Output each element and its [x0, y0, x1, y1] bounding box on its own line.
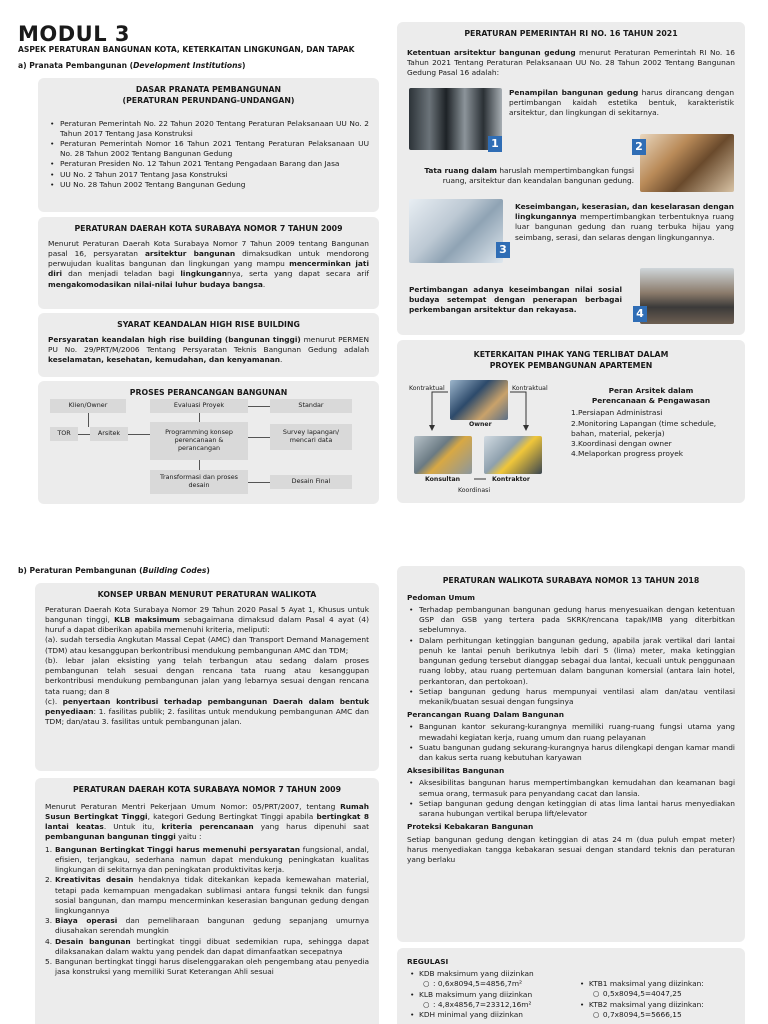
list-item: 4. Desain bangunan bertingkat tinggi dibuat sedemikian rupa, sehingga dapat dilaksanakan dalam waktu yang pendek dan dapat dimanfaatkan secepatnya: [45, 936, 369, 956]
street-building-image: [640, 268, 734, 324]
badge-2: 2: [632, 139, 646, 155]
arrow-owner-kontraktor: [510, 392, 526, 428]
list-item: • Setiap bangunan gedung harus mempunyai ventilasi alam dan/atau ventilasi mekanik/buatan sesuai dengan fungsinya: [407, 687, 735, 707]
pp16-point-2: Tata ruang dalam haruslah mempertimbangkan fungsi ruang, arsitektur dan keandalan bangunan gedung.: [424, 166, 634, 186]
pihak-arrows: [400, 380, 560, 490]
arrowhead: [523, 425, 529, 431]
proses-title: PROSES PERANCANGAN BANGUNAN: [129, 388, 288, 397]
badge-3: 3: [496, 242, 510, 258]
regulasi-item: • KDH minimal yang diizinkan: [410, 1010, 523, 1020]
page-subtitle: ASPEK PERATURAN BANGUNAN KOTA, KETERKAITAN LINGKUNGAN, DAN TAPAK: [18, 45, 355, 54]
perwali-list-pedoman: [407, 605, 735, 707]
list-item: • Setiap bangunan gedung dengan ketinggian di atas lima lantai harus menyediakan sarana hubungan vertikal berupa lift/elevator: [407, 799, 735, 819]
node-tor: TOR: [50, 427, 78, 441]
list-item: • Peraturan Pemerintah Nomor 16 Tahun 2021 Tentang Peraturan Pelaksanaan UU No. 28 Tahun 2002 Tentang Bangunan Gedung: [48, 139, 369, 159]
konsep-urban-box: [35, 583, 379, 771]
peran-role: 4.Melaporkan progress proyek: [571, 449, 684, 459]
regulasi-item: • KTB1 maksimal yang diizinkan:: [579, 979, 704, 989]
pihak-title-2: PROYEK PEMBANGUNAN APARTEMEN: [489, 360, 653, 370]
connector: [199, 460, 200, 470]
label-konsultan: Konsultan: [425, 476, 461, 483]
label-koordinasi: Koordinasi: [458, 487, 491, 494]
list-item: 2. Kreativitas desain hendaknya tidak ditekankan kepada kemewahan material, tetapi pada kemampuan mengadakan sublimasi antara fungsi teknik dan fungsi sosial bangunan, dan mampu mencerminkan keserasian bangunan gedung dengan lingkungannya: [45, 875, 369, 915]
section-b-heading: b) Peraturan Pembangunan (Building Codes): [18, 566, 210, 575]
connector: [248, 482, 270, 483]
dasar-title: DASAR PRANATA PEMBANGUNAN: [135, 85, 282, 94]
regulasi-value: ○ : 0,6x8094,5=4856,7m²: [423, 979, 523, 989]
badge-4: 4: [633, 306, 647, 322]
regulasi-left: [407, 969, 577, 1020]
regulasi-value: ○ 0,7x8094,5=5666,15: [592, 1009, 682, 1019]
perda-paragraph: Menurut Peraturan Daerah Kota Surabaya Nomor 7 Tahun 2009 tentang Bangunan pasal 16, persyaratan arsitektur bangunan dimaksudkan untuk mendorong perwujudan kualitas bangunan dan lingkungan yang mampu mencerminkan jati diri dan menjadi teladan bagi lingkungannya, serta yang dapat secara arif mengakomodasikan nilai-nilai luhur budaya bangsa.: [48, 238, 369, 289]
node-programming: Programming konsep perencanaan & perancangan: [150, 422, 248, 460]
peran-title-2: Perencanaan & Pengawasan: [591, 396, 711, 406]
pp16-point-4: Pertimbangan adanya keseimbangan nilai sosial budaya setempat dengan penerapan berbagai perkembangan arsitektur dan rekayasa.: [409, 285, 622, 315]
regulasi-value: ○ : 4,8x4856,7=23312,16m²: [423, 999, 532, 1009]
list-item: 3. Biaya operasi dan pemeliharaan bangunan gedung sepanjang umurnya diusahakan serendah mungkin: [45, 916, 370, 936]
peran-arsitek: [565, 386, 737, 460]
perda-title: PERATURAN DAERAH KOTA SURABAYA NOMOR 7 TAHUN 2009: [74, 224, 343, 233]
perwali-heading-aksesibilitas: Aksesibilitas Bangunan: [407, 766, 505, 776]
regulasi-item: • KTB2 maksimal yang diizinkan:: [579, 999, 704, 1009]
list-item: • Suatu bangunan gudang sekurang-kurangnya harus dilengkapi dengan kamar mandi dan kakus serta ruang kebutuhan karyawan: [407, 743, 735, 763]
perda-2009-box: [38, 217, 379, 309]
node-evaluasi: Evaluasi Proyek: [150, 399, 248, 413]
perda2-intro: Menurut Peraturan Mentri Pekerjaan Umum Nomor: 05/PRT/2007, tentang Rumah Susun Bertingkat Tinggi, kategori Gedung Bertingkat Tinggi apabila bertingkat 8 lantai keatas. Untuk itu, kriteria perencanaan yang harus dipenuhi saat pembangunan bangunan tinggi yaitu :: [45, 801, 370, 842]
connector: [78, 434, 90, 435]
list-item: 5. Bangunan bertingkat tinggi harus diselenggarakan oleh pengembang atau penyedia jasa konstruksi yang memiliki Surat Keterangan Ahli sesuai: [45, 957, 369, 977]
peran-title: Peran Arsitek dalam: [608, 386, 694, 395]
node-survey: Survey lapangan/ mencari data: [270, 424, 352, 450]
perwali-list-ruang: [407, 722, 735, 763]
list-item: • Dalam perhitungan ketinggian bangunan gedung, apabila jarak vertikal dari lantai penuh ke lantai penuh berikutnya lebih dari 5 (lima) meter, maka ketinggian bangunan gedung tersebut dianggap sebagai dua lantai, kecuali untuk penggunaan ruang lobby, atau ruang pertemuan dalam bangunan komersial (antara lain hotel, perkantoran, dan pertokoan).: [407, 636, 735, 687]
perwali-kebakaran-text: Setiap bangunan gedung dengan ketinggian di atas 24 m (dua puluh empat meter) harus menyediakan tangga kebakaran sesuai dengan standard teknis dan peraturan yang berlaku: [407, 834, 735, 864]
regulasi-item: • KLB maksimum yang diizinkan: [410, 989, 533, 999]
list-item: • Terhadap pembangunan bangunan gedung harus menyesuaikan dengan ketentuan GSP dan GSB yang tertera pada SKRK/rencana tapak/IMB yang diterbitkan sebelumnya.: [407, 605, 735, 636]
connector: [199, 413, 200, 422]
peran-role: 2.Monitoring Lapangan (time schedule, bahan, material, pekerja): [571, 418, 717, 438]
interior-room-image: [640, 134, 734, 192]
label-kontraktual-right: Kontraktual: [512, 385, 548, 392]
perwali-heading-pedoman: Pedoman Umum: [407, 592, 475, 602]
konsep-c: (c). penyertaan kontribusi terhadap pembangunan Daerah dalam bentuk penyediaan: 1. fasilitas publik; 2. fasilitas untuk mendukung pembangunan AMC dan TDM; dan/atau 3. fasilitas untuk pembangunan jalan.: [45, 696, 369, 727]
peran-role: 3.Koordinasi dengan owner: [571, 439, 672, 449]
pp16-title: PERATURAN PEMERINTAH RI NO. 16 TAHUN 2021: [464, 29, 678, 38]
list-item: • UU No. 2 Tahun 2017 Tentang Jasa Konstruksi: [48, 170, 369, 180]
regulasi-box: [397, 948, 745, 1024]
syarat-box: [38, 313, 379, 377]
badge-1: 1: [488, 136, 502, 152]
node-arsitek: Arsitek: [90, 427, 128, 441]
list-item: • Aksesibilitas bangunan harus mempertimbangkan kemudahan dan keamanan bagi semua orang, termasuk para penyandang cacat dan lansia.: [407, 778, 735, 798]
perda2-list: [45, 845, 369, 978]
list-item: • Bangunan kantor sekurang-kurangnya memiliki ruang-ruang fungsi utama yang mewadahi kegiatan kerja, ruang umum dan ruang pelayanan: [407, 722, 735, 742]
konsep-intro: Peraturan Daerah Kota Surabaya Nomor 29 Tahun 2020 Pasal 5 Ayat 1, Khusus untuk bangunan tinggi, KLB maksimum sebagaimana dimaksud dalam Pasal 4 ayat (4) huruf a dapat diberikan apabila memenuhi kriteria, meliputi:: [45, 604, 370, 635]
regulasi-value: ○ 0,5x8094,5=4047,25: [592, 989, 682, 999]
label-kontraktual-left: Kontraktual: [409, 385, 445, 392]
list-item: • Peraturan Pemerintah No. 22 Tahun 2020 Tentang Peraturan Pelaksanaan UU No. 2 Tahun 2017 Tentang Jasa Konstruksi: [48, 119, 369, 139]
list-item: 1. Bangunan Bertingkat Tinggi harus memenuhi persyaratan fungsional, andal, efisien, terjangkau, sederhana namun dapat mendukung peningkatan kualitas lingkungan di sekitarnya dan peningkatan produktivitas kerja.: [45, 844, 370, 875]
peran-role: 1.Persiapan Administrasi: [571, 408, 663, 418]
site-plan-image: [409, 199, 503, 263]
konsep-title: KONSEP URBAN MENURUT PERATURAN WALIKOTA: [97, 590, 317, 599]
syarat-paragraph: Persyaratan keandalan high rise building (bangunan tinggi) menurut PERMEN PU No. 29/PRT/M/2006 Tentang Persyaratan Teknis Bangunan Gedung adalah keselamatan, kesehatan, kemudahan, dan kenyamanan.: [48, 334, 369, 365]
pp16-point-3: Keseimbangan, keserasian, dan keselarasan dengan lingkungannya mempertimbangkan terbentuknya ruang luar bangunan gedung dan ruang terbuka hijau yang seimbang, serasi, dan selaras dengan lingkungannya.: [515, 202, 734, 242]
node-standar: Standar: [270, 399, 352, 413]
perda-2009-box-2: [35, 778, 379, 1024]
node-desain-final: Desain Final: [270, 475, 352, 489]
regulasi-right: [577, 969, 735, 1020]
dasar-title-2: (PERATURAN PERUNDANG-UNDANGAN): [122, 95, 295, 105]
label-owner: Owner: [469, 421, 492, 428]
arrow-owner-konsultan: [432, 392, 448, 428]
connector: [248, 437, 270, 438]
page-title: MODUL 3: [18, 22, 131, 46]
list-item: • Peraturan Presiden No. 12 Tahun 2021 Tentang Pengadaan Barang dan Jasa: [48, 159, 369, 169]
pp16-point-1: Penampilan bangunan gedung harus dirancang dengan pertimbangan kaidah estetika bentuk, karakteristik arsitektur, dan lingkungan di sekitarnya.: [509, 88, 734, 118]
konsep-a: (a). sudah tersedia Angkutan Massal Cepat (AMC) dan Transport Demand Management (TDM) atau kesanggupan berkontribusi mendukung pembangunan AMC dan TDM;: [45, 635, 369, 655]
syarat-title: SYARAT KEANDALAN HIGH RISE BUILDING: [117, 320, 300, 329]
node-klien: Klien/Owner: [50, 399, 126, 413]
perwali-heading-kebakaran: Proteksi Kebakaran Bangunan: [407, 822, 534, 832]
dasar-list: [48, 119, 369, 191]
connector: [88, 413, 89, 427]
perwali-box: [397, 566, 745, 942]
konsep-b: (b). lebar jalan eksisting yang telah terbangun atau sedang dalam proses pembangunan telah sesuai dengan rencana tata ruang atau kesanggupan berkontribusi mendukung pembangunan jalan yang lebarnya sesuai dengan rencana tata ruang; dan 8: [45, 655, 369, 696]
regulasi-item: • KDB maksimum yang diizinkan: [410, 969, 534, 979]
node-transformasi: Transformasi dan proses desain: [150, 470, 248, 494]
regulasi-title: REGULASI: [407, 957, 449, 966]
perwali-heading-ruang: Perancangan Ruang Dalam Bangunan: [407, 710, 564, 720]
connector: [248, 406, 270, 407]
list-item: • UU No. 28 Tahun 2002 Tentang Bangunan Gedung: [48, 180, 369, 190]
perwali-list-aksesibilitas: [407, 778, 735, 819]
section-a-heading: a) Pranata Pembangunan (Development Institutions): [18, 61, 246, 70]
dasar-pranata-box: [38, 78, 379, 212]
label-kontraktor: Kontraktor: [492, 476, 530, 483]
pihak-title: KETERKAITAN PIHAK YANG TERLIBAT DALAM: [473, 350, 669, 359]
perwali-title: PERATURAN WALIKOTA SURABAYA NOMOR 13 TAHUN 2018: [442, 576, 700, 585]
pp16-intro: Ketentuan arsitektur bangunan gedung menurut Peraturan Pemerintah RI No. 16 Tahun 2021 Tentang Peraturan Pelaksanaan UU No. 28 Tahun 2002 Tentang Bangunan Gedung Pasal 16 adalah:: [407, 47, 735, 78]
arrowhead: [429, 425, 435, 431]
connector: [128, 434, 150, 435]
perda2-title: PERATURAN DAERAH KOTA SURABAYA NOMOR 7 TAHUN 2009: [72, 785, 342, 794]
